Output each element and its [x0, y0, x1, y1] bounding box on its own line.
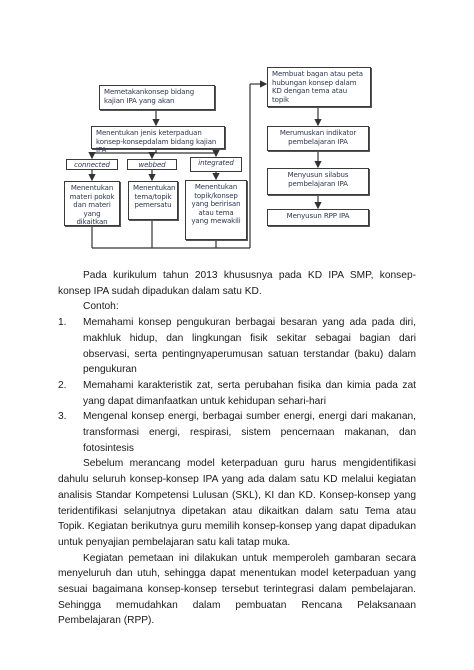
box-rpp: Menyusun RPP IPA [267, 209, 369, 226]
tag-webbed: webbed [127, 159, 177, 170]
paragraph-identification: Sebelum merancang model keterpaduan guru harus mengidentifikasi dahulu seluruh konsep-konsep IPA yang ada dalam satu KD melalui kegiatan analisis Standar Kompetensi Lulusan (SKL), KI dan KD. Konsep-konsep yang teridentifikasi selanjutnya dipetakan atau dikaitkan dalam satu Tema atau Topik. Kegiatan berikutnya guru memilih konsep-konsep yang dapat dipadukan untuk penyajian pembelajaran satu kali tatap muka. [58, 458, 416, 548]
flow-diagram [0, 0, 474, 260]
tag-connected: connected [66, 159, 118, 170]
box-indicators: Merumuskan indikator pembelajaran IPA [267, 126, 369, 151]
body-text [58, 268, 416, 629]
list-item [58, 409, 416, 456]
list-number: 2. [58, 379, 67, 391]
box-integrated-detail: Menentukan topik/konsep yang beririsan atau tema yang mewakili [185, 180, 247, 240]
list-item [58, 378, 416, 409]
list-item [58, 315, 416, 378]
list-text: Memahami konsep pengukuran berbagai besaran yang ada pada diri, makhluk hidup, dan lingkungan fisik sekitar sebagai bagian dari observasi, serta pentingnyaperumusan satuan terstandar (baku) dalam pengukuran [83, 317, 416, 376]
box-connected-detail: Menentukan materi pokok dan materi yang dikaitkan [64, 181, 120, 226]
box-determine-integration: Menentukan jenis keterpaduan konsep-konsepdalam bidang kajian IPA [91, 126, 225, 149]
tag-integrated: integrated [190, 157, 242, 172]
list-number: 1. [58, 317, 67, 329]
box-webbed-detail: Menentukan tema/topik pemersatu [128, 181, 178, 220]
paragraph-mapping: Kegiatan pemetaan ini dilakukan untuk memperoleh gambaran secara menyeluruh dan utuh, sehingga dapat menentukan model keterpaduan yang sesuai bagaimana konsep-konsep tersebut terintegrasi dalam pembelajaran. Sehingga memudahkan dalam pembuatan Rencana Pelaksanaan Pembelajaran (RPP). [58, 552, 416, 627]
box-syllabus: Menyusun silabus pembelajaran IPA [267, 168, 369, 195]
list-text: Mengenal konsep energi, berbagai sumber energi, energi dari makanan, transformasi energi, respirasi, sistem pencernaan makanan, dan fotosintesis [83, 411, 416, 454]
box-concept-map: Membuat bagan atau peta hubungan konsep dalam KD dengan tema atau topik [267, 67, 371, 107]
box-map-concepts: Memetakankonsep bidang kajian IPA yang akan [99, 85, 215, 110]
example-label: Contoh: [83, 301, 119, 313]
list-number: 3. [58, 411, 67, 423]
paragraph-intro: Pada kurikulum tahun 2013 khususnya pada KD IPA SMP, konsep-konsep IPA sudah dipadukan dalam satu KD. [58, 270, 416, 297]
list-text: Memahami karakteristik zat, serta perubahan fisika dan kimia pada zat yang dapat dimanfaatkan untuk kehidupan sehari-hari [83, 379, 416, 407]
